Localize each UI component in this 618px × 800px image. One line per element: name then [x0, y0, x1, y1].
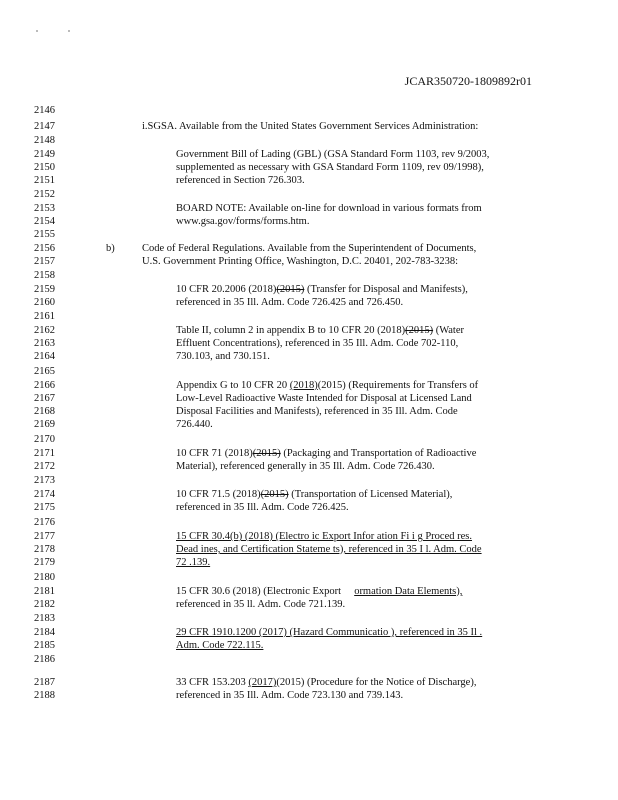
line-number: 2171: [34, 448, 55, 459]
line-number: 2161: [34, 311, 55, 322]
line-number: 2158: [34, 270, 55, 281]
text-segment: (Transfer for Disposal and Manifests),: [304, 284, 468, 295]
line-number: 2148: [34, 135, 55, 146]
text-segment: Appendix G to 10 CFR 20: [176, 380, 290, 391]
document-id: JCAR350720-1809892r01: [404, 74, 532, 88]
text-line-2178: Dead ines, and Certification Stateme ts), referenced in 35 I l. Adm. Code: [176, 544, 482, 555]
text-line-2163: Effluent Concentrations), referenced in 35 Ill. Adm. Code 702-110,: [176, 338, 459, 349]
text-line-2154: www.gsa.gov/forms/forms.htm.: [176, 216, 310, 227]
underlined-text: (2017): [248, 677, 277, 688]
text-segment: 33 CFR 153.203: [176, 677, 249, 688]
text-line-2182: referenced in 35 ll. Adm. Code 721.139.: [176, 599, 346, 610]
line-number: 2146: [34, 105, 55, 116]
line-number: 2169: [34, 419, 55, 430]
line-number: 2168: [34, 406, 55, 417]
text-line-2172: Material), referenced generally in 35 Ill. Adm. Code 726.430.: [176, 461, 435, 472]
struck-text: (2015): [252, 448, 281, 459]
text-line-2171: [176, 448, 476, 460]
line-number: 2174: [34, 489, 55, 500]
scan-speck-right: [68, 30, 70, 32]
struck-text: (2015): [276, 284, 305, 295]
underlined-text: ormation Data Elements),: [354, 586, 463, 597]
line-number: 2178: [34, 544, 55, 555]
line-number: 2151: [34, 175, 55, 186]
text-line-2166: [176, 380, 478, 392]
struck-text: (2015): [405, 325, 434, 336]
line-number: 2150: [34, 162, 55, 173]
line-number: 2160: [34, 297, 55, 308]
line-number: 2165: [34, 366, 55, 377]
text-line-2184: 29 CFR 1910.1200 (2017) (Hazard Communicatio ), referenced in 35 Il .: [176, 627, 483, 638]
line-number: 2182: [34, 599, 55, 610]
text-line-2153: BOARD NOTE: Available on-line for download in various formats from: [176, 203, 482, 214]
underlined-text: (2018): [289, 380, 318, 391]
text-line-2188: referenced in 35 Ill. Adm. Code 723.130 and 739.143.: [176, 690, 404, 701]
line-number: 2181: [34, 586, 55, 597]
line-number: 2167: [34, 393, 55, 404]
text-line-2168: Disposal Facilities and Manifests), referenced in 35 Ill. Adm. Code: [176, 406, 458, 417]
line-number: 2152: [34, 189, 55, 200]
line-number: 2159: [34, 284, 55, 295]
text-segment: (Packaging and Transportation of Radioactive: [280, 448, 477, 459]
line-number: 2184: [34, 627, 55, 638]
text-line-2185: Adm. Code 722.115.: [176, 640, 264, 651]
list-label-b: b): [106, 243, 115, 254]
scan-speck-left: [36, 30, 38, 32]
text-line-2187: [176, 677, 476, 689]
line-number: 2166: [34, 380, 55, 391]
text-line-2175: referenced in 35 Ill. Adm. Code 726.425.: [176, 502, 349, 513]
line-number: 2186: [34, 654, 55, 665]
text-line-2174: [176, 489, 452, 501]
line-number: 2173: [34, 475, 55, 486]
line-number: 2164: [34, 351, 55, 362]
text-line-2147: i.SGSA. Available from the United States Government Services Administration:: [142, 121, 479, 132]
text-line-2179: 72 .139.: [176, 557, 211, 568]
text-segment: Table II, column 2 in appendix B to 10 CFR 20 (2018): [176, 325, 406, 336]
text-segment: 10 CFR 71 (2018): [176, 448, 253, 459]
text-segment: 10 CFR 20.2006 (2018): [176, 284, 277, 295]
struck-text: (2015): [260, 489, 289, 500]
text-line-2150: supplemented as necessary with GSA Standard Form 1109, rev 09/1998),: [176, 162, 484, 173]
text-line-2156: Code of Federal Regulations. Available from the Superintendent of Documents,: [142, 243, 477, 254]
text-line-2160: referenced in 35 Ill. Adm. Code 726.425 and 726.450.: [176, 297, 404, 308]
text-line-2164: 730.103, and 730.151.: [176, 351, 270, 362]
text-segment: 10 CFR 71.5 (2018): [176, 489, 261, 500]
line-number: 2162: [34, 325, 55, 336]
line-number: 2187: [34, 677, 55, 688]
text-segment: (2015) (Requirements for Transfers of: [317, 380, 479, 391]
line-number: 2170: [34, 434, 55, 445]
text-line-2169: 726.440.: [176, 419, 213, 430]
line-number: 2172: [34, 461, 55, 472]
text-line-2167: Low-Level Radioactive Waste Intended for Disposal at Licensed Land: [176, 393, 472, 404]
text-segment: (Transportation of Licensed Material),: [288, 489, 453, 500]
line-number: 2156: [34, 243, 55, 254]
text-line-2177: 15 CFR 30.4(b) (2018) (Electro ic Export Infor ation Fi i g Proced res.: [176, 531, 472, 542]
line-number: 2176: [34, 517, 55, 528]
text-line-2149: Government Bill of Lading (GBL) (GSA Standard Form 1103, rev 9/2003,: [176, 149, 490, 160]
text-segment: (2015) (Procedure for the Notice of Discharge),: [276, 677, 477, 688]
line-number: 2185: [34, 640, 55, 651]
line-number: 2154: [34, 216, 55, 227]
line-number: 2153: [34, 203, 55, 214]
line-number: 2177: [34, 531, 55, 542]
text-line-2181: [176, 586, 462, 598]
line-number: 2147: [34, 121, 55, 132]
text-line-2157: U.S. Government Printing Office, Washington, D.C. 20401, 202-783-3238:: [142, 256, 459, 267]
text-line-2162: [176, 325, 464, 337]
text-segment: (Water: [433, 325, 465, 336]
line-number: 2183: [34, 613, 55, 624]
line-number: 2179: [34, 557, 55, 568]
line-number: 2163: [34, 338, 55, 349]
text-segment: 15 CFR 30.6 (2018) (Electronic Export: [176, 586, 355, 597]
line-number: 2149: [34, 149, 55, 160]
line-number: 2188: [34, 690, 55, 701]
text-line-2159: [176, 284, 468, 296]
line-number: 2155: [34, 229, 55, 240]
line-number: 2180: [34, 572, 55, 583]
text-line-2151: referenced in Section 726.303.: [176, 175, 305, 186]
line-number: 2157: [34, 256, 55, 267]
line-number: 2175: [34, 502, 55, 513]
